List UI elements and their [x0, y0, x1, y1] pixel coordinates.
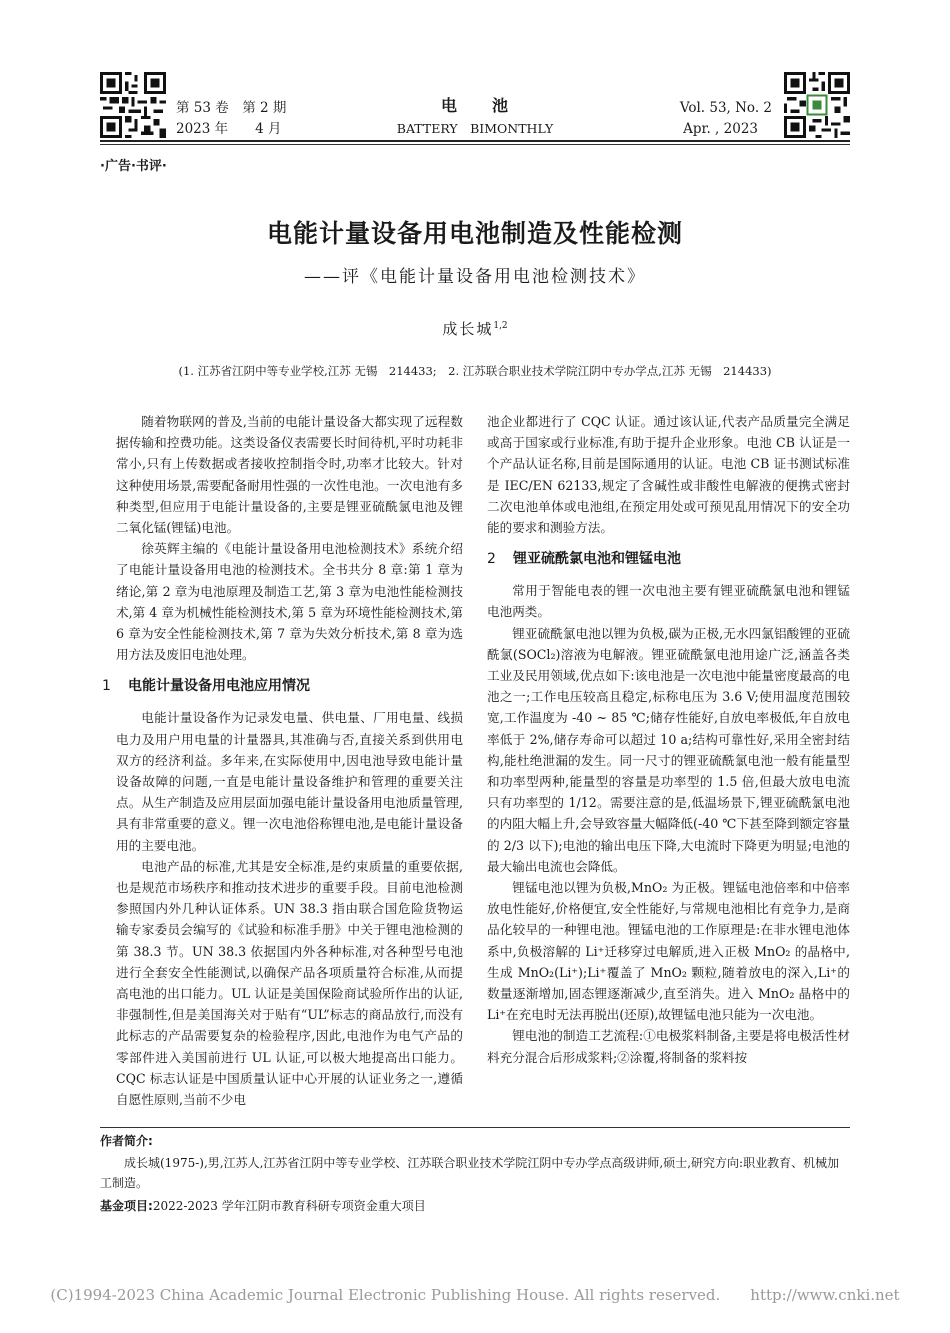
footnote-rule: [100, 1127, 850, 1128]
paragraph: 随着物联网的普及,当前的电能计量设备大都实现了远程数据传输和控费功能。这类设备仪表需要长时间待机,平时功耗非常小,只有上传数据或者接收控制指令时,功率才比较大。针对这种使用场景,需要配备耐用性强的一次性电池。一次电池有多种类型,但应用于电能计量设备的,主要是锂亚硫酰氯电池及锂二氧化锰(锂锰)电池。: [116, 414, 463, 536]
section-number: 1: [102, 678, 111, 695]
right-column: [487, 411, 850, 1068]
author-line: [100, 318, 850, 339]
article-subtitle: ——评《电能计量设备用电池检测技术》: [304, 267, 646, 287]
section-heading-text: 电能计量设备用电池应用情况: [128, 678, 310, 695]
copyright-notice: (C)1994-2023 China Academic Journal Electronic Publishing House. All rights reserved. http://www.cnki.net: [50, 1286, 900, 1304]
header-rule-thick: [100, 140, 850, 142]
paragraph: 电能计量设备作为记录发电量、供电量、厂用电量、线损电力及用户用电量的计量器具,其准确与否,直接关系到供用电双方的经济利益。多年来,在实际使用中,因电池导致电能计量设备故障的问题,一直是电能计量设备维护和管理的重要关注点。从生产制造及应用层面加强电能计量设备用电池质量管理,具有非常重要的意义。锂一次电池俗称锂电池,是电能计量设备用的主要电池。: [116, 710, 463, 853]
fund-label: 基金项目:: [100, 1199, 153, 1213]
paragraph: 电池产品的标准,尤其是安全标准,是约束质量的重要依据,也是规范市场秩序和推动技术进步的重要手段。目前电池检测参照国内外几种认证体系。UN 38.3 指由联合国危险货物运输专家委员会编写的《试验和标准手册》中关于锂电池检测的第 38.3 节。UN 38.3 依据国内外各种标准,对各种型号电池进行全套安全性能测试,以确保产品各项质量符合标准,从而提高电池的出口能力。UL 认证是美国保险商试验所作出的认证,非强制性,但是美国海关对于贴有“UL”标志的商品放行,而没有此标志的产品需要复杂的检验程序,因此,电池作为电气产品的零部件进入美国前进行 UL 认证,可以极大地提高出口能力。CQC 标志认证是中国质量认证中心开展的认证业务之一,遵循自愿性原则,当前不少电: [116, 858, 463, 1108]
article-title: 电能计量设备用电池制造及性能检测: [266, 219, 683, 248]
journal-title: 电 池: [440, 96, 509, 115]
section-heading-1: [102, 675, 463, 697]
paragraph: 锂锰电池以锂为负极,MnO₂ 为正极。锂锰电池倍率和中倍率放电性能好,价格便宜,安全性能好,与常规电池相比有竞争力,是商品化较早的一种锂电池。锂锰电池的工作原理是:在非水锂电池体系中,负极溶解的 Li⁺迁移穿过电解质,进入正极 MnO₂ 的晶格中,生成 MnO₂(Li⁺);Li⁺覆盖了 MnO₂ 颗粒,随着放电的深入,Li⁺的数量逐渐增加,固态锂逐渐减少,直至消失。进入 MnO₂ 晶格中的 Li⁺在充电时无法再脱出(还原),故锂锰电池只能为一次电池。: [487, 880, 850, 1023]
author-bio: 成长城(1975-),男,江苏人,江苏省江阴中等专业学校、江苏联合职业技术学院江阴中专办学点高级讲师,硕士,研究方向:职业教育、机械加工制造。: [100, 1156, 840, 1190]
paragraph: 池企业都进行了 CQC 认证。通过该认证,代表产品质量完全满足或高于国家或行业标准,有助于提升企业形象。电池 CB 认证是一个产品认证名称,目前是国际通用的认证。电池 CB 证书测试标准是 IEC/EN 62133,规定了含碱性或非酸性电解液的便携式密封二次电池单体或电池组,在预定用处或可预见乱用情况下的安全功能的要求和测验方法。: [487, 414, 850, 536]
section-heading-2: [487, 548, 850, 570]
section-label: ·广告·书评·: [100, 159, 167, 174]
right-qr-code: [784, 72, 850, 138]
paragraph: 常用于智能电表的锂一次电池主要有锂亚硫酰氯电池和锂锰电池两类。: [487, 583, 850, 620]
author-name: 成长城: [442, 320, 494, 338]
author-bio-label: 作者简介:: [100, 1134, 153, 1148]
affiliations: (1. 江苏省江阴中等专业学校,江苏 无锡 214433; 2. 江苏联合职业技术学院江阴中专办学点,江苏 无锡 214433): [178, 364, 772, 378]
header-rule-thin: [100, 144, 850, 145]
author-affiliation-marks: 1,2: [493, 321, 508, 331]
header-date: 2023 年 4 月: [176, 121, 282, 137]
paragraph: 锂电池的制造工艺流程:①电极浆料制备,主要是将电极活性材料充分混合后形成浆料;②涂覆,将制备的浆料按: [487, 1028, 850, 1065]
fund-text: 2022-2023 学年江阴市教育科研专项资金重大项目: [152, 1199, 426, 1213]
header-volume-issue: 第 53 卷 第 2 期: [176, 100, 287, 116]
journal-title-en: BATTERY BIMONTHLY: [396, 121, 554, 136]
left-qr-code: [100, 72, 166, 138]
header-date-en: Apr. , 2023: [683, 121, 758, 137]
left-column: [102, 411, 463, 1110]
paragraph: 徐英辉主编的《电能计量设备用电池检测技术》系统介绍了电能计量设备用电池的检测技术。全书共分 8 章:第 1 章为绪论,第 2 章为电池原理及制造工艺,第 3 章为电池性能检测技术,第 4 章为机械性能检测技术,第 5 章为环境性能检测技术,第 6 章为安全性能检测技术,第 7 章为失效分析技术,第 8 章为选用方法及废旧电池处理。: [116, 541, 463, 663]
section-heading-text: 锂亚硫酰氯电池和锂锰电池: [513, 551, 681, 568]
header-volume-en: Vol. 53, No. 2: [679, 100, 772, 116]
paragraph: 锂亚硫酰氯电池以锂为负极,碳为正极,无水四氯铝酸锂的亚硫酰氯(SOCl₂)溶液为电解液。锂亚硫酰氯电池用途广泛,涵盖各类工业及民用领域,优点如下:该电池是一次电池中能量密度最高的电池之一;工作电压较高且稳定,标称电压为 3.6 V;使用温度范围较宽,工作温度为 -40 ~ 85 ℃;储存性能好,自放电率极低,年自放电率低于 2%,储存寿命可以超过 10 a;结构可靠性好,采用全密封结构,能杜绝泄漏的发生。同一尺寸的锂亚硫酰氯电池一般有能量型和功率型两种,能量型的容量是功率型的 1.5 倍,但最大放电电流只有功率型的 1/12。需要注意的是,低温场景下,锂亚硫酰氯电池的内阻大幅上升,会导致容量大幅降低(-40 ℃下甚至降到额定容量的 2/3 以下);电池的输出电压下降,大电流时下降更为明显;电池的最大输出电流也会降低。: [487, 625, 850, 874]
fund-line: [100, 1196, 426, 1216]
section-number: 2: [487, 551, 496, 568]
